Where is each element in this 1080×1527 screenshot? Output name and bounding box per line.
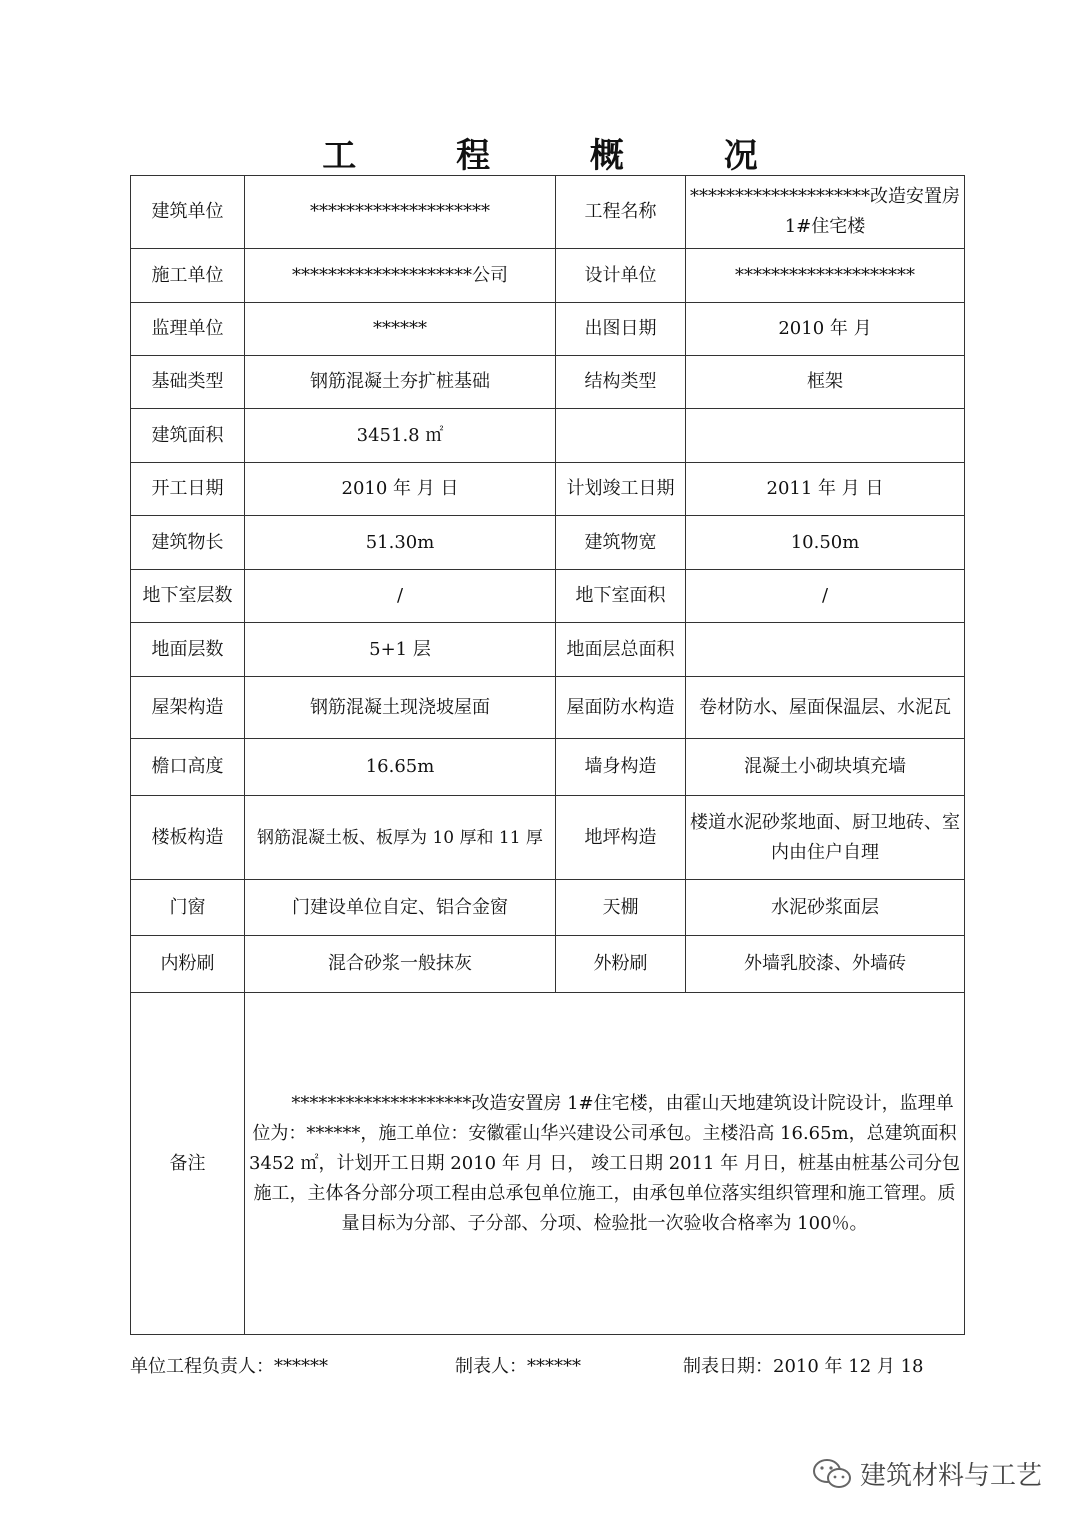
table-row <box>131 356 965 409</box>
row-label: 设计单位 <box>556 249 686 303</box>
footer-manager: 单位工程负责人：****** <box>130 1356 328 1377</box>
row-value: 51.30m <box>245 516 556 570</box>
table-row <box>131 570 965 623</box>
watermark-text: 建筑材料与工艺 <box>859 1461 1042 1491</box>
row-label: 建筑面积 <box>131 409 245 463</box>
table-row <box>131 409 965 463</box>
table-row <box>131 249 965 303</box>
table-row <box>131 623 965 677</box>
row-label <box>556 409 686 463</box>
table-row <box>131 677 965 739</box>
table-row <box>131 516 965 570</box>
row-label: 楼板构造 <box>131 796 245 880</box>
table-row <box>131 739 965 796</box>
row-value: 16.65m <box>245 739 556 796</box>
row-value: ********************改造安置房 1#住宅楼 <box>686 176 965 249</box>
row-label: 监理单位 <box>131 303 245 356</box>
row-label: 内粉刷 <box>131 936 245 993</box>
row-value: 框架 <box>686 356 965 409</box>
row-value: 混凝土小砌块填充墙 <box>686 739 965 796</box>
row-value: 楼道水泥砂浆地面、厨卫地砖、室内由住户自理 <box>686 796 965 880</box>
row-label: 施工单位 <box>131 249 245 303</box>
table-row <box>131 176 965 249</box>
remark-label: 备注 <box>131 993 245 1335</box>
row-label: 地下室层数 <box>131 570 245 623</box>
row-label: 计划竣工日期 <box>556 463 686 516</box>
watermark <box>812 1455 1042 1492</box>
row-label: 地面层总面积 <box>556 623 686 677</box>
row-value: 5+1 层 <box>245 623 556 677</box>
table-row <box>131 880 965 936</box>
row-label: 檐口高度 <box>131 739 245 796</box>
row-label: 建筑物长 <box>131 516 245 570</box>
row-label: 外粉刷 <box>556 936 686 993</box>
row-label: 建筑物宽 <box>556 516 686 570</box>
footer-preparer: 制表人：****** <box>455 1356 581 1377</box>
row-value: ******************** <box>245 176 556 249</box>
footer-date: 制表日期：2010 年 12 月 18 <box>683 1356 924 1377</box>
row-value: 混合砂浆一般抹灰 <box>245 936 556 993</box>
row-value: 钢筋混凝土夯扩桩基础 <box>245 356 556 409</box>
row-value: ******************** <box>686 249 965 303</box>
row-label: 墙身构造 <box>556 739 686 796</box>
row-value: ********************公司 <box>245 249 556 303</box>
row-value: 3451.8 ㎡ <box>245 409 556 463</box>
row-label: 天棚 <box>556 880 686 936</box>
row-label: 地下室面积 <box>556 570 686 623</box>
row-value: / <box>686 570 965 623</box>
row-value: 2011 年 月 日 <box>686 463 965 516</box>
row-value: 外墙乳胶漆、外墙砖 <box>686 936 965 993</box>
row-value: / <box>245 570 556 623</box>
row-label: 屋面防水构造 <box>556 677 686 739</box>
remark-row <box>131 993 965 1335</box>
row-label: 门窗 <box>131 880 245 936</box>
row-value: 水泥砂浆面层 <box>686 880 965 936</box>
row-label: 工程名称 <box>556 176 686 249</box>
row-label: 地面层数 <box>131 623 245 677</box>
table-row <box>131 463 965 516</box>
row-value <box>686 623 965 677</box>
row-label: 结构类型 <box>556 356 686 409</box>
row-label: 建筑单位 <box>131 176 245 249</box>
row-label: 出图日期 <box>556 303 686 356</box>
wechat-icon <box>812 1457 852 1491</box>
row-value: 2010 年 月 日 <box>245 463 556 516</box>
project-overview-table <box>130 175 965 1335</box>
row-label: 屋架构造 <box>131 677 245 739</box>
row-value: 卷材防水、屋面保温层、水泥瓦 <box>686 677 965 739</box>
remark-content <box>245 993 965 1335</box>
table-row <box>131 796 965 880</box>
table-row <box>131 303 965 356</box>
page-title: 工 程 概 况 <box>322 136 802 176</box>
row-value: 门建设单位自定、铝合金窗 <box>245 880 556 936</box>
row-value: 钢筋混凝土现浇坡屋面 <box>245 677 556 739</box>
row-label: 地坪构造 <box>556 796 686 880</box>
row-value: 10.50m <box>686 516 965 570</box>
row-value: 2010 年 月 <box>686 303 965 356</box>
table-row <box>131 936 965 993</box>
row-value <box>686 409 965 463</box>
row-value: ****** <box>245 303 556 356</box>
row-value: 钢筋混凝土板、板厚为 10 厚和 11 厚 <box>245 796 556 880</box>
row-label: 基础类型 <box>131 356 245 409</box>
row-label: 开工日期 <box>131 463 245 516</box>
remark-text: ********************改造安置房 1#住宅楼，由霍山天地建筑设计院设计，监理单位为：******，施工单位：安徽霍山华兴建设公司承包。主楼沿高 16.65m，总建筑面积 3452 ㎡，计划开工日期 2010 年 月 日， 竣工日期 2011 年 月日，桩基由桩基公司分包施工，主体各分部分项工程由总承包单位施工，由承包单位落实组织管理和施工管理。质量目标为分部、子分部、分项、检验批一次验收合格率为 100％。 <box>249 1092 960 1234</box>
